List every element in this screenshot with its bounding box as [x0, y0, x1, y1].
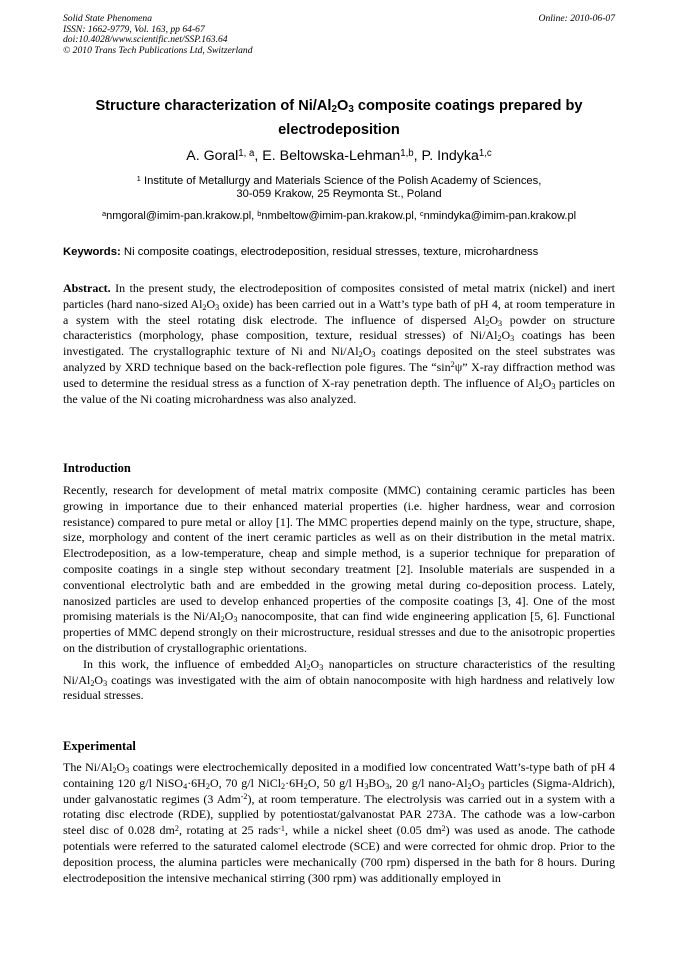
paper-title: Structure characterization of $Ni/Al_2O_3$ composite coatings prepared by electrodeposition [95, 98, 583, 138]
paragraph: In this work, the influence of embedded $Al_2O_3$ nanoparticles on structure characteristics of the resulting $Ni/Al_2O_3$ coatings was investigated with the aim of obtain nanocomposite with high hardness and relatively low residual stresses. [63, 656, 615, 703]
introduction-section [63, 483, 615, 704]
email-link[interactable]: nmbeltow@imim-pan.krakow.pl, [261, 210, 420, 222]
email-link[interactable]: nmgoral@imim-pan.krakow.pl, [106, 210, 258, 222]
abstract-label: Abstract. [63, 281, 111, 295]
author-name: A. Goral [186, 148, 239, 164]
abstract: Abstract. In the present study, the electrodeposition of composites consisted of metal matrix (nickel) and inert particles (hard nano-sized $Al_2O_3$ oxide) has been carried out in a Watt’s type bath of pH 4, at room temperature in a system with the steel rotating disk electrode. The influence of dispersed $Al_2O_3$ powder on structure characteristics (morphology, phase composition, texture, residual stresses) of $Ni/Al_2O_3$ coatings has been investigated. The crystallographic texture of Ni and $Ni/Al_2O_3$ coatings deposited on the steel substrates was analyzed by XRD technique based on the back-reflection pole figures. The “$\sin^2\psi$” X-ray diffraction method was used to determine the residual stress as a function of X-ray penetration depth. The influence of $Al_2O_3$ particles on the value of the Ni coating microhardness was also analyzed. [63, 281, 616, 406]
copyright-line: © 2010 Trans Tech Publications Ltd, Switzerland [63, 44, 253, 56]
online-date: Online: 2010-06-07 [538, 13, 615, 24]
paragraph: The $Ni/Al_2O_3$ coatings were electrochemically deposited in a modified low concentrated Watt’s-type bath of pH 4 containing 120 g/l $NiSO_4\cdot 6H_2O$, 70 g/l $NiCl_2\cdot 6H_2O$, 50 g/l $H_3BO_3$, 20 g/l nano-$Al_2O_3$ particles (Sigma-Aldrich), under galvanostatic regimes (3 Adm$^{-2}$), at room temperature. The electrolysis was carried out in a system with a rotating disc electrode (RDE), supplied by potentiostat/galvanostat PAR 273A. The cathode was a low-carbon steel disc of 0.028 $dm^2$, rotating at 25 rads$^{-1}$, while a nickel sheet (0.05 $dm^2$) was used as anode. The cathode potentials were referred to the saturated calomel electrode (SCE) and were corrected for ohmic drop. Prior to the deposition process, the alumina particles were mechanically (700 rpm) dispersed in the bath for 8 hours. During electrodeposition the intensive mechanical stirring (300 rpm) was additionally employed in [63, 760, 615, 885]
journal-name: Solid State Phenomena [63, 13, 152, 24]
keywords-text: Ni composite coatings, electrodeposition, residual stresses, texture, microhardness [120, 246, 539, 258]
paragraph: Recently, research for development of metal matrix composite (MMC) containing ceramic particles has been growing in importance due to their enhanced material properties (i.e. higher hardness, wear and corrosion resistance) compared to pure metal or alloy [1]. The MMC properties depend mainly on the type, structure, shape, size, morphology and content of the inert ceramic particles as well as on their distribution in the metal matrix. Electrodeposition, as a low-temperature, cheap and simple method, is a superior technique for preparation of composite coatings in a single step without secondary treatment [2]. Insoluble materials are suspended in a conventional electrolytic bath and are embedded in the growing metal during co-deposition process. Lately, nanosized particles are used to develop enhanced properties of the composite coatings [3, 4]. One of the most promising materials is the $Ni/Al_2O_3$ nanocomposite, that can find wide engineering application [5, 6]. Functional properties of MMC depend strongly on their microstructure, residual stresses and due to the anisotropic properties on the distribution of crystallographic orientations. [63, 483, 615, 655]
affiliation: $^1$ Institute of Metallurgy and Materials Science of the Polish Academy of Sciences, 30-059 Krakow, 25 Reymonta St., Poland [136, 173, 542, 200]
author-name: , E. Beltowska-Lehman [254, 148, 401, 164]
journal-header [63, 14, 615, 56]
introduction-heading: Introduction [63, 461, 131, 475]
experimental-heading: Experimental [63, 739, 136, 753]
experimental-section [63, 760, 615, 886]
author-name: , P. Indyka [413, 148, 479, 164]
author-list: A. Goral$^{1, a}$, E. Beltowska-Lehman$^{1,b}$, P. Indyka$^{1,c}$ [186, 147, 492, 164]
issn-line: ISSN: 1662-9779, Vol. 163, pp 64-67 [63, 23, 205, 35]
keywords-label: Keywords: [63, 246, 121, 258]
doi-line: doi:10.4028/www.scientific.net/SSP.163.64 [63, 34, 228, 46]
keywords [63, 245, 623, 259]
author-emails: $^a$nmgoral@imim-pan.krakow.pl, $^b$nmbeltow@imim-pan.krakow.pl, $^c$nmindyka@imim-pan.krakow.pl [101, 208, 577, 222]
email-link[interactable]: nmindyka@imim-pan.krakow.pl [423, 210, 577, 222]
